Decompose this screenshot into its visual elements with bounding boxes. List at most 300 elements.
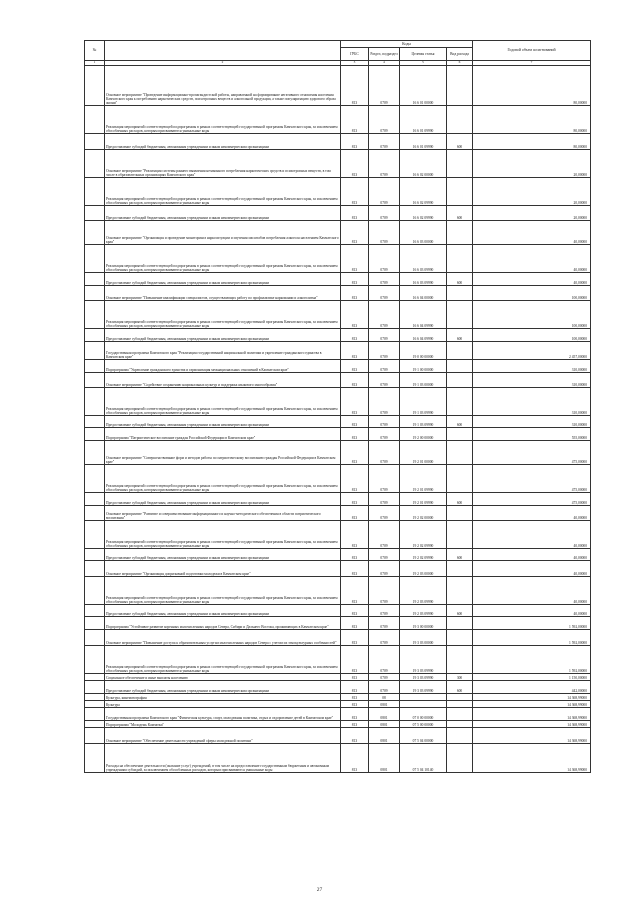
table-row bbox=[85, 674, 591, 681]
row-grbs-cell: 813 bbox=[341, 416, 369, 428]
row-razdel-cell: 0801 bbox=[369, 728, 400, 744]
row-amount-cell: 40,00000 bbox=[473, 245, 591, 273]
row-grbs-cell: 813 bbox=[341, 728, 369, 744]
row-grbs-cell: 813 bbox=[341, 744, 369, 773]
row-statya-cell: 19 3 03 09990 bbox=[400, 674, 447, 681]
table-row bbox=[85, 506, 591, 521]
row-vid-cell bbox=[447, 66, 473, 106]
row-name-cell: Социальное обеспечение и иные выплаты населению bbox=[105, 674, 341, 681]
row-vid-cell: 300 bbox=[447, 674, 473, 681]
row-razdel-cell: 0709 bbox=[369, 206, 400, 221]
row-num-cell bbox=[85, 388, 105, 416]
row-razdel-cell: 0709 bbox=[369, 66, 400, 106]
row-amount-cell: 40,00000 bbox=[473, 521, 591, 549]
row-grbs-cell: 813 bbox=[341, 150, 369, 178]
row-vid-cell bbox=[447, 708, 473, 721]
row-amount-cell: 310,00000 bbox=[473, 373, 591, 388]
row-grbs-cell: 813 bbox=[341, 577, 369, 605]
table-row bbox=[85, 273, 591, 286]
table-row bbox=[85, 694, 591, 701]
row-num-cell bbox=[85, 701, 105, 708]
row-razdel-cell: 0709 bbox=[369, 221, 400, 245]
row-razdel-cell: 0709 bbox=[369, 549, 400, 561]
row-grbs-cell: 813 bbox=[341, 549, 369, 561]
row-vid-cell bbox=[447, 388, 473, 416]
row-statya-cell: 16 6 03 09990 bbox=[400, 273, 447, 286]
table-row bbox=[85, 493, 591, 506]
row-razdel-cell: 0709 bbox=[369, 106, 400, 134]
row-amount-cell: 310,00000 bbox=[473, 416, 591, 428]
row-name-cell: Предоставление субсидий бюджетным, автономным учреждениям и иным некоммерческим организациям bbox=[105, 493, 341, 506]
row-vid-cell: 600 bbox=[447, 605, 473, 617]
row-num-cell bbox=[85, 694, 105, 701]
row-amount-cell: 40,00000 bbox=[473, 273, 591, 286]
row-vid-cell: 600 bbox=[447, 206, 473, 221]
row-razdel-cell: 0709 bbox=[369, 150, 400, 178]
row-vid-cell: 600 bbox=[447, 681, 473, 694]
col-num-2: 2 bbox=[105, 61, 341, 66]
row-razdel-cell: 0709 bbox=[369, 617, 400, 630]
row-vid-cell: 600 bbox=[447, 493, 473, 506]
row-name-cell: Основное мероприятие "Повышение доступа к образовательным услугам малочисленных народов Севера с учетом их этнокультурных особенностей" bbox=[105, 630, 341, 646]
row-statya-cell: 16 6 03 09990 bbox=[400, 245, 447, 273]
table-row bbox=[85, 416, 591, 428]
row-grbs-cell: 813 bbox=[341, 465, 369, 493]
table-row bbox=[85, 577, 591, 605]
row-vid-cell: 600 bbox=[447, 329, 473, 342]
row-amount-cell: 40,00000 bbox=[473, 549, 591, 561]
row-num-cell bbox=[85, 134, 105, 150]
row-razdel-cell: 08 bbox=[369, 694, 400, 701]
row-statya-cell: 19 2 03 09990 bbox=[400, 605, 447, 617]
row-name-cell: Реализация мероприятий соответствующей подпрограммы в рамках соответствующей государственной программы Камчатского края, за исключением обособленных расходов, которым присваиваются уникальные коды bbox=[105, 245, 341, 273]
row-statya-cell: 19 3 03 09990 bbox=[400, 681, 447, 694]
row-num-cell bbox=[85, 728, 105, 744]
row-name-cell: Основное мероприятие "Обеспечение деятельности учреждений сферы молодежной политики" bbox=[105, 728, 341, 744]
row-vid-cell bbox=[447, 428, 473, 441]
row-statya-cell: 19 3 03 00000 bbox=[400, 630, 447, 646]
row-statya-cell: 16 6 01 00000 bbox=[400, 66, 447, 106]
header-statya: Целевая статья bbox=[400, 48, 447, 61]
row-name-cell: Основное мероприятие "Повышение квалификации специалистов, осуществляющих работу по профилактике наркомании и алкоголизма" bbox=[105, 286, 341, 301]
row-grbs-cell: 813 bbox=[341, 428, 369, 441]
row-amount-cell: 20,00000 bbox=[473, 206, 591, 221]
row-grbs-cell: 813 bbox=[341, 360, 369, 373]
row-amount-cell: 80,00000 bbox=[473, 66, 591, 106]
table-row bbox=[85, 150, 591, 178]
row-razdel-cell: 0709 bbox=[369, 416, 400, 428]
row-num-cell bbox=[85, 206, 105, 221]
row-statya-cell: 19 2 03 09990 bbox=[400, 577, 447, 605]
row-amount-cell: 1 592,00000 bbox=[473, 646, 591, 674]
table-row bbox=[85, 342, 591, 360]
row-statya-cell: 19 2 02 09990 bbox=[400, 549, 447, 561]
row-num-cell bbox=[85, 493, 105, 506]
row-name-cell: Предоставление субсидий бюджетным, автономным учреждениям и иным некоммерческим организациям bbox=[105, 549, 341, 561]
row-grbs-cell: 813 bbox=[341, 106, 369, 134]
row-vid-cell bbox=[447, 221, 473, 245]
row-name-cell: Предоставление субсидий бюджетным, автономным учреждениям и иным некоммерческим организациям bbox=[105, 273, 341, 286]
row-statya-cell: 07 0 00 00000 bbox=[400, 708, 447, 721]
row-name-cell: Предоставление субсидий бюджетным, автономным учреждениям и иным некоммерческим организациям bbox=[105, 681, 341, 694]
row-name-cell: Основное мероприятие "Организация и проведение мониторинга наркоситуации и изучения масштабов потребления алкоголя населением Камчатского края" bbox=[105, 221, 341, 245]
row-razdel-cell: 0709 bbox=[369, 360, 400, 373]
row-statya-cell: 19 1 03 00000 bbox=[400, 373, 447, 388]
row-razdel-cell: 0709 bbox=[369, 329, 400, 342]
row-amount-cell: 1 592,00000 bbox=[473, 617, 591, 630]
row-statya-cell: 19 2 02 00000 bbox=[400, 506, 447, 521]
row-vid-cell bbox=[447, 561, 473, 577]
table-row bbox=[85, 646, 591, 674]
header-vid: Вид расхода bbox=[447, 48, 473, 61]
row-vid-cell bbox=[447, 744, 473, 773]
row-statya-cell: 07 5 04 00000 bbox=[400, 728, 447, 744]
row-razdel-cell: 0709 bbox=[369, 178, 400, 206]
row-razdel-cell: 0709 bbox=[369, 134, 400, 150]
row-razdel-cell: 0709 bbox=[369, 373, 400, 388]
row-num-cell bbox=[85, 273, 105, 286]
row-name-cell: Культура, кинематография bbox=[105, 694, 341, 701]
table-row bbox=[85, 744, 591, 773]
row-statya-cell: 16 6 03 00000 bbox=[400, 221, 447, 245]
row-razdel-cell: 0709 bbox=[369, 388, 400, 416]
table-row bbox=[85, 286, 591, 301]
row-razdel-cell: 0801 bbox=[369, 708, 400, 721]
row-name-cell: Подпрограмма "Укрепление гражданского единства и гармонизация межнациональных отношений в Камчатском крае" bbox=[105, 360, 341, 373]
row-grbs-cell: 813 bbox=[341, 605, 369, 617]
table-row bbox=[85, 708, 591, 721]
table-row bbox=[85, 721, 591, 728]
row-num-cell bbox=[85, 66, 105, 106]
row-name-cell: Предоставление субсидий бюджетным, автономным учреждениям и иным некоммерческим организациям bbox=[105, 329, 341, 342]
row-num-cell bbox=[85, 617, 105, 630]
row-num-cell bbox=[85, 605, 105, 617]
col-num-7: 7 bbox=[473, 61, 591, 66]
row-num-cell bbox=[85, 681, 105, 694]
row-razdel-cell: 0709 bbox=[369, 465, 400, 493]
row-name-cell: Государственная программа Камчатского края "Реализация государственной национальной политики и укрепление гражданского единства в Камчатском крае" bbox=[105, 342, 341, 360]
row-num-cell bbox=[85, 708, 105, 721]
row-name-cell: Реализация мероприятий соответствующей подпрограммы в рамках соответствующей государственной программы Камчатского края, за исключением обособленных расходов, которым присваиваются уникальные коды bbox=[105, 388, 341, 416]
row-statya-cell: 16 6 04 09990 bbox=[400, 301, 447, 329]
row-grbs-cell: 813 bbox=[341, 561, 369, 577]
row-amount-cell: 14 368,99000 bbox=[473, 721, 591, 728]
row-vid-cell bbox=[447, 286, 473, 301]
row-num-cell bbox=[85, 301, 105, 329]
row-vid-cell bbox=[447, 150, 473, 178]
table-row bbox=[85, 605, 591, 617]
table-row bbox=[85, 521, 591, 549]
row-grbs-cell: 813 bbox=[341, 245, 369, 273]
row-grbs-cell: 813 bbox=[341, 646, 369, 674]
col-num-1: 1 bbox=[85, 61, 105, 66]
row-vid-cell bbox=[447, 342, 473, 360]
row-name-cell: Реализация мероприятий соответствующей подпрограммы в рамках соответствующей государственной программы Камчатского края, за исключением обособленных расходов, которым присваиваются уникальные коды bbox=[105, 646, 341, 674]
row-num-cell bbox=[85, 150, 105, 178]
row-razdel-cell: 0709 bbox=[369, 441, 400, 465]
col-num-6: 6 bbox=[447, 61, 473, 66]
col-num-5: 5 bbox=[400, 61, 447, 66]
row-statya-cell: 19 3 00 00000 bbox=[400, 617, 447, 630]
table-row bbox=[85, 221, 591, 245]
table-body bbox=[85, 66, 591, 773]
row-amount-cell: 40,00000 bbox=[473, 506, 591, 521]
col-num-4: 4 bbox=[369, 61, 400, 66]
row-name-cell: Подпрограмма "Молодежь Камчатки" bbox=[105, 721, 341, 728]
row-amount-cell: 475,00000 bbox=[473, 493, 591, 506]
row-name-cell: Предоставление субсидий бюджетным, автономным учреждениям и иным некоммерческим организациям bbox=[105, 605, 341, 617]
row-statya-cell: 19 2 01 00000 bbox=[400, 441, 447, 465]
row-vid-cell bbox=[447, 360, 473, 373]
row-razdel-cell: 0709 bbox=[369, 301, 400, 329]
row-razdel-cell: 0709 bbox=[369, 342, 400, 360]
row-statya-cell: 19 3 03 09990 bbox=[400, 646, 447, 674]
row-amount-cell: 20,00000 bbox=[473, 150, 591, 178]
row-amount-cell: 100,00000 bbox=[473, 286, 591, 301]
row-statya-cell bbox=[400, 694, 447, 701]
row-amount-cell: 100,00000 bbox=[473, 301, 591, 329]
row-razdel-cell: 0709 bbox=[369, 577, 400, 605]
row-statya-cell: 16 6 04 00000 bbox=[400, 286, 447, 301]
row-name-cell: Основное мероприятие "Организация допризывной подготовки молодежи в Камчатском крае" bbox=[105, 561, 341, 577]
row-razdel-cell: 0709 bbox=[369, 630, 400, 646]
row-name-cell: Реализация мероприятий соответствующей подпрограммы в рамках соответствующей государственной программы Камчатского края, за исключением обособленных расходов, которым присваиваются уникальные коды bbox=[105, 301, 341, 329]
row-num-cell bbox=[85, 577, 105, 605]
row-name-cell: Реализация мероприятий соответствующей подпрограммы в рамках соответствующей государственной программы Камчатского края, за исключением обособленных расходов, которым присваиваются уникальные коды bbox=[105, 465, 341, 493]
table-row bbox=[85, 441, 591, 465]
row-name-cell: Культура bbox=[105, 701, 341, 708]
row-grbs-cell: 813 bbox=[341, 617, 369, 630]
row-vid-cell bbox=[447, 630, 473, 646]
row-name-cell: Расходы на обеспечение деятельности (оказание услуг) учреждений, в том числе на предоставление государственным бюджетным и автономным учреждениям субсидий, за исключением обособленных расходов, которым присваиваются уникальные коды bbox=[105, 744, 341, 773]
row-grbs-cell: 813 bbox=[341, 721, 369, 728]
row-vid-cell bbox=[447, 721, 473, 728]
header-name bbox=[105, 41, 341, 61]
budget-table-page bbox=[84, 40, 590, 773]
row-name-cell: Подпрограмма "Устойчивое развитие коренных малочисленных народов Севера, Сибири и Дальнего Востока, проживающих в Камчатском крае" bbox=[105, 617, 341, 630]
row-grbs-cell: 813 bbox=[341, 134, 369, 150]
row-grbs-cell: 813 bbox=[341, 708, 369, 721]
row-razdel-cell: 0709 bbox=[369, 605, 400, 617]
row-vid-cell bbox=[447, 521, 473, 549]
row-num-cell bbox=[85, 630, 105, 646]
row-num-cell bbox=[85, 561, 105, 577]
row-vid-cell bbox=[447, 646, 473, 674]
row-vid-cell bbox=[447, 617, 473, 630]
row-num-cell bbox=[85, 416, 105, 428]
row-name-cell: Основное мероприятие "Развитие и совершенствование информационного и научно-методического обеспечения в области патриотического воспитания" bbox=[105, 506, 341, 521]
row-statya-cell: 16 6 02 09990 bbox=[400, 178, 447, 206]
row-num-cell bbox=[85, 373, 105, 388]
row-statya-cell: 19 1 03 09990 bbox=[400, 388, 447, 416]
row-vid-cell: 600 bbox=[447, 416, 473, 428]
table-row bbox=[85, 561, 591, 577]
table-row bbox=[85, 178, 591, 206]
row-amount-cell: 80,00000 bbox=[473, 106, 591, 134]
row-grbs-cell: 813 bbox=[341, 206, 369, 221]
row-amount-cell: 14 368,99000 bbox=[473, 708, 591, 721]
row-name-cell: Предоставление субсидий бюджетным, автономным учреждениям и иным некоммерческим организациям bbox=[105, 134, 341, 150]
row-vid-cell bbox=[447, 465, 473, 493]
row-vid-cell bbox=[447, 728, 473, 744]
row-amount-cell: 442,00000 bbox=[473, 681, 591, 694]
row-name-cell: Реализация мероприятий соответствующей подпрограммы в рамках соответствующей государственной программы Камчатского края, за исключением обособленных расходов, которым присваиваются уникальные коды bbox=[105, 577, 341, 605]
row-vid-cell bbox=[447, 373, 473, 388]
row-amount-cell: 2 457,00000 bbox=[473, 342, 591, 360]
row-num-cell bbox=[85, 744, 105, 773]
row-name-cell: Основное мероприятие "Реализация системы раннего выявления незаконного потребления наркотических средств и психотропных веществ, в том числе в образовательных организациях Камчатского края" bbox=[105, 150, 341, 178]
row-amount-cell: 40,00000 bbox=[473, 561, 591, 577]
col-num-3: 3 bbox=[341, 61, 369, 66]
row-vid-cell: 600 bbox=[447, 273, 473, 286]
header-razdel: Раздел, подраздел bbox=[369, 48, 400, 61]
row-razdel-cell: 0709 bbox=[369, 273, 400, 286]
row-vid-cell bbox=[447, 441, 473, 465]
row-grbs-cell: 813 bbox=[341, 301, 369, 329]
row-amount-cell: 40,00000 bbox=[473, 577, 591, 605]
row-statya-cell: 19 0 00 00000 bbox=[400, 342, 447, 360]
row-statya-cell: 19 2 01 09990 bbox=[400, 493, 447, 506]
row-razdel-cell: 0801 bbox=[369, 701, 400, 708]
row-amount-cell: 14 368,99000 bbox=[473, 728, 591, 744]
table-row bbox=[85, 360, 591, 373]
row-statya-cell: 19 2 00 00000 bbox=[400, 428, 447, 441]
row-num-cell bbox=[85, 506, 105, 521]
row-name-cell: Предоставление субсидий бюджетным, автономным учреждениям и иным некоммерческим организациям bbox=[105, 206, 341, 221]
row-num-cell bbox=[85, 329, 105, 342]
row-razdel-cell: 0709 bbox=[369, 646, 400, 674]
row-name-cell: Реализация мероприятий соответствующей подпрограммы в рамках соответствующей государственной программы Камчатского края, за исключением обособленных расходов, которым присваиваются уникальные коды bbox=[105, 178, 341, 206]
row-grbs-cell: 813 bbox=[341, 674, 369, 681]
row-razdel-cell: 0709 bbox=[369, 428, 400, 441]
row-amount-cell: 80,00000 bbox=[473, 134, 591, 150]
row-razdel-cell: 0709 bbox=[369, 286, 400, 301]
row-statya-cell: 07 5 04 10140 bbox=[400, 744, 447, 773]
row-name-cell: Основное мероприятие "Содействие сохранению национальных культур и поддержка языкового многообразия" bbox=[105, 373, 341, 388]
row-num-cell bbox=[85, 360, 105, 373]
table-row bbox=[85, 66, 591, 106]
row-name-cell: Предоставление субсидий бюджетным, автономным учреждениям и иным некоммерческим организациям bbox=[105, 416, 341, 428]
row-name-cell: Основное мероприятие "Совершенствование форм и методов работы по патриотическому воспитанию граждан Российской Федерации в Камчатском крае" bbox=[105, 441, 341, 465]
row-razdel-cell: 0709 bbox=[369, 681, 400, 694]
row-vid-cell bbox=[447, 577, 473, 605]
row-amount-cell: 1 150,00000 bbox=[473, 674, 591, 681]
row-num-cell bbox=[85, 646, 105, 674]
table-row bbox=[85, 465, 591, 493]
row-grbs-cell: 813 bbox=[341, 388, 369, 416]
budget-table bbox=[84, 40, 591, 773]
row-statya-cell: 07 5 00 00000 bbox=[400, 721, 447, 728]
row-name-cell: Реализация мероприятий соответствующей подпрограммы в рамках соответствующей государственной программы Камчатского края, за исключением обособленных расходов, которым присваиваются уникальные коды bbox=[105, 106, 341, 134]
row-num-cell bbox=[85, 549, 105, 561]
table-row bbox=[85, 373, 591, 388]
header-amount: Годовой объем ассигнований bbox=[473, 41, 591, 61]
row-amount-cell: 14 368,99000 bbox=[473, 744, 591, 773]
row-razdel-cell: 0709 bbox=[369, 674, 400, 681]
row-grbs-cell: 813 bbox=[341, 441, 369, 465]
row-num-cell bbox=[85, 721, 105, 728]
row-grbs-cell: 813 bbox=[341, 178, 369, 206]
header-grbs: ГРБС bbox=[341, 48, 369, 61]
row-grbs-cell: 813 bbox=[341, 681, 369, 694]
table-row bbox=[85, 106, 591, 134]
row-amount-cell: 475,00000 bbox=[473, 465, 591, 493]
table-row bbox=[85, 245, 591, 273]
table-row bbox=[85, 681, 591, 694]
row-vid-cell bbox=[447, 245, 473, 273]
table-row bbox=[85, 617, 591, 630]
row-statya-cell: 19 2 02 09990 bbox=[400, 521, 447, 549]
table-row bbox=[85, 728, 591, 744]
row-statya-cell: 16 6 02 00000 bbox=[400, 150, 447, 178]
row-amount-cell: 40,00000 bbox=[473, 221, 591, 245]
row-grbs-cell: 813 bbox=[341, 506, 369, 521]
row-name-cell: Основное мероприятие "Проведение информационно-пропагандистской работы, направленной на формирование негативного отношения населения Камчатского края к потреблению наркотических средств, психотропных веществ и алкогольной продукции, а также популяризацию здорового образа жизни" bbox=[105, 66, 341, 106]
row-num-cell bbox=[85, 106, 105, 134]
row-num-cell bbox=[85, 441, 105, 465]
row-vid-cell bbox=[447, 106, 473, 134]
row-vid-cell: 600 bbox=[447, 549, 473, 561]
row-num-cell bbox=[85, 286, 105, 301]
table-row bbox=[85, 134, 591, 150]
table-row bbox=[85, 329, 591, 342]
row-razdel-cell: 0709 bbox=[369, 245, 400, 273]
row-vid-cell bbox=[447, 506, 473, 521]
row-razdel-cell: 0801 bbox=[369, 721, 400, 728]
row-num-cell bbox=[85, 465, 105, 493]
row-grbs-cell: 813 bbox=[341, 694, 369, 701]
row-vid-cell bbox=[447, 301, 473, 329]
row-num-cell bbox=[85, 342, 105, 360]
row-razdel-cell: 0709 bbox=[369, 561, 400, 577]
row-amount-cell: 100,00000 bbox=[473, 329, 591, 342]
row-amount-cell: 1 592,00000 bbox=[473, 630, 591, 646]
row-vid-cell: 600 bbox=[447, 134, 473, 150]
row-statya-cell: 16 6 01 09990 bbox=[400, 106, 447, 134]
row-grbs-cell: 813 bbox=[341, 286, 369, 301]
row-vid-cell bbox=[447, 701, 473, 708]
row-statya-cell: 16 6 02 09990 bbox=[400, 206, 447, 221]
row-statya-cell: 19 1 00 00000 bbox=[400, 360, 447, 373]
table-row bbox=[85, 701, 591, 708]
row-num-cell bbox=[85, 428, 105, 441]
header-num: № bbox=[85, 41, 105, 61]
row-amount-cell: 14 368,99000 bbox=[473, 694, 591, 701]
row-num-cell bbox=[85, 521, 105, 549]
row-grbs-cell: 813 bbox=[341, 329, 369, 342]
row-num-cell bbox=[85, 674, 105, 681]
row-amount-cell: 20,00000 bbox=[473, 178, 591, 206]
table-row bbox=[85, 630, 591, 646]
table-row bbox=[85, 549, 591, 561]
row-amount-cell: 475,00000 bbox=[473, 441, 591, 465]
row-amount-cell: 310,00000 bbox=[473, 360, 591, 373]
table-row bbox=[85, 388, 591, 416]
header-codes: Коды bbox=[341, 41, 473, 48]
row-grbs-cell: 813 bbox=[341, 630, 369, 646]
row-name-cell: Реализация мероприятий соответствующей подпрограммы в рамках соответствующей государственной программы Камчатского края, за исключением обособленных расходов, которым присваиваются уникальные коды bbox=[105, 521, 341, 549]
row-amount-cell: 310,00000 bbox=[473, 388, 591, 416]
table-row bbox=[85, 301, 591, 329]
row-grbs-cell: 813 bbox=[341, 373, 369, 388]
row-grbs-cell: 813 bbox=[341, 342, 369, 360]
row-grbs-cell: 813 bbox=[341, 221, 369, 245]
table-row bbox=[85, 428, 591, 441]
row-num-cell bbox=[85, 221, 105, 245]
row-num-cell bbox=[85, 178, 105, 206]
row-statya-cell bbox=[400, 701, 447, 708]
row-amount-cell: 14 368,99000 bbox=[473, 701, 591, 708]
